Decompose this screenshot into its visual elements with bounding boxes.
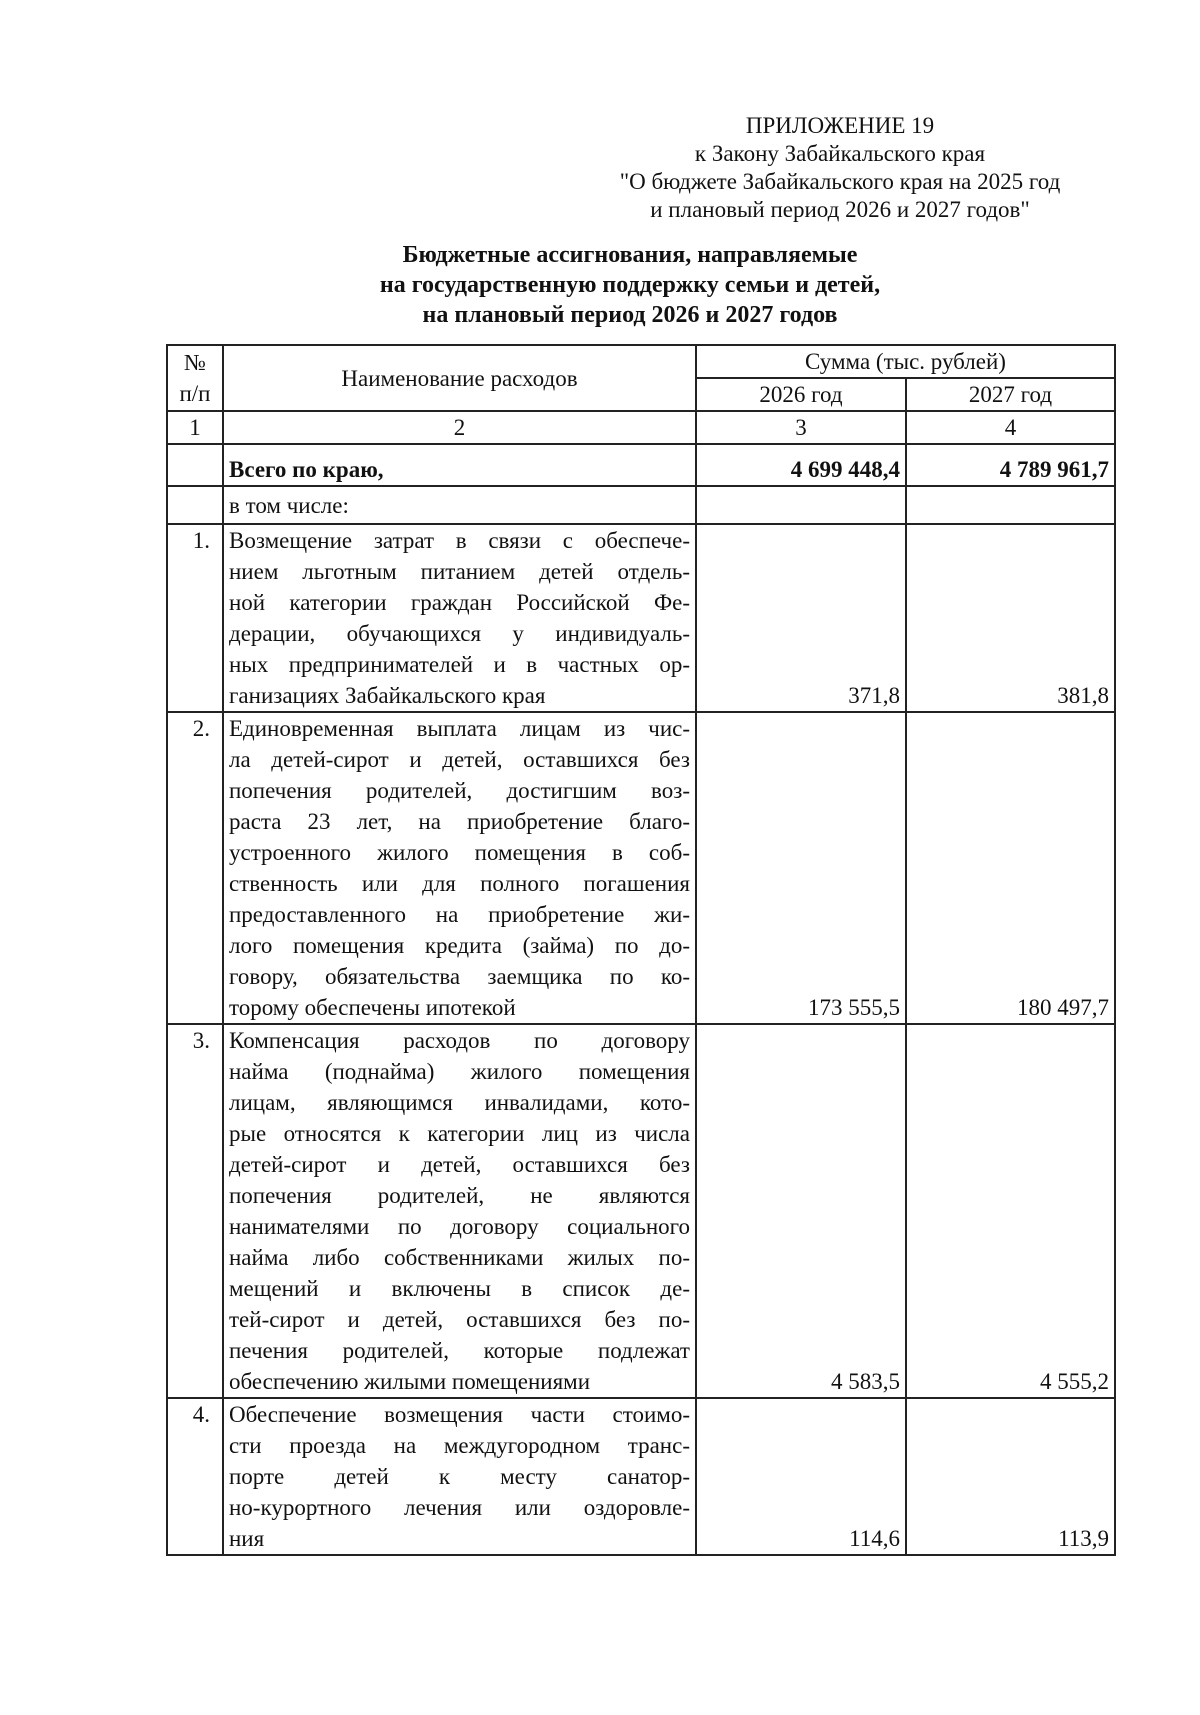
table-row	[167, 524, 1115, 712]
row-name	[223, 524, 696, 712]
row-value-2026: 173 555,5	[696, 712, 906, 1024]
row-line: найма (поднайма) жилого помещения	[229, 1059, 690, 1084]
title-line-3: на плановый период 2026 и 2027 годов	[422, 302, 838, 328]
row-value-2027: 180 497,7	[906, 712, 1115, 1024]
row-line: торому обеспечены ипотекой	[229, 995, 516, 1020]
appendix-line-1: к Закону Забайкальского края	[694, 141, 986, 166]
row-number: 4.	[167, 1398, 223, 1555]
row-line: предоставленного на приобретение жи-	[229, 902, 690, 927]
row-value-2027: 381,8	[906, 524, 1115, 712]
index-cell: 3	[696, 411, 906, 444]
row-number: 1.	[167, 524, 223, 712]
row-line: мещений и включены в список де-	[229, 1276, 690, 1301]
row-line: ных предпринимателей и в частных ор-	[229, 652, 690, 677]
including-label: в том числе:	[223, 486, 696, 524]
row-line: ла детей-сирот и детей, оставшихся без	[229, 747, 690, 772]
row-name	[223, 712, 696, 1024]
row-line: Обеспечение возмещения части стоимо-	[229, 1402, 690, 1427]
row-line: порте детей к месту санатор-	[229, 1464, 690, 1489]
row-value-2026: 114,6	[696, 1398, 906, 1555]
table-row	[167, 712, 1115, 1024]
row-line: но-курортного лечения или оздоровле-	[229, 1495, 690, 1520]
row-value-2027: 4 555,2	[906, 1024, 1115, 1398]
row-line: нием льготным питанием детей отдель-	[229, 559, 690, 584]
row-line: найма либо собственниками жилых по-	[229, 1245, 690, 1270]
row-line: ганизациях Забайкальского края	[229, 683, 546, 708]
including-empty-2027	[906, 486, 1115, 524]
row-line: ной категории граждан Российской Фе-	[229, 590, 690, 615]
including-empty-2026	[696, 486, 906, 524]
total-label: Всего по краю,	[223, 444, 696, 486]
row-line: раста 23 лет, на приобретение благо-	[229, 809, 690, 834]
row-line: нанимателями по договору социального	[229, 1214, 690, 1239]
index-cell: 1	[167, 411, 223, 444]
row-value-2026: 4 583,5	[696, 1024, 906, 1398]
row-line: дерации, обучающихся у индивидуаль-	[229, 621, 690, 646]
row-line: ственность или для полного погашения	[229, 871, 690, 896]
row-number: 2.	[167, 712, 223, 1024]
row-name	[223, 1398, 696, 1555]
table-row	[167, 1024, 1115, 1398]
title-line-2: на государственную поддержку семьи и детей,	[379, 272, 881, 298]
index-cell: 4	[906, 411, 1115, 444]
row-line: рые относятся к категории лиц из числа	[229, 1121, 690, 1146]
total-num-cell	[167, 444, 223, 486]
row-line: детей-сирот и детей, оставшихся без	[229, 1152, 690, 1177]
index-cell: 2	[223, 411, 696, 444]
col-2027-header: 2027 год	[906, 378, 1115, 411]
row-line: тей-сирот и детей, оставшихся без по-	[229, 1307, 690, 1332]
col-2026-header: 2026 год	[696, 378, 906, 411]
appendix-number: ПРИЛОЖЕНИЕ 19	[745, 113, 935, 138]
document-title	[300, 240, 960, 330]
including-row	[167, 486, 1115, 524]
appendix-header	[560, 112, 1120, 224]
row-line: попечения родителей, не являются	[229, 1183, 690, 1208]
table-row	[167, 1398, 1115, 1555]
row-line: сти проезда на междугородном транс-	[229, 1433, 690, 1458]
row-line: печения родителей, которые подлежат	[229, 1338, 690, 1363]
row-line: говору, обязательства заемщика по ко-	[229, 964, 690, 989]
col-sum-header: Сумма (тыс. рублей)	[696, 345, 1115, 378]
row-line: устроенного жилого помещения в соб-	[229, 840, 690, 865]
appendix-line-2: "О бюджете Забайкальского края на 2025 год	[619, 169, 1061, 194]
row-line: Единовременная выплата лицам из чис-	[229, 716, 690, 741]
index-row	[167, 411, 1115, 444]
row-line: лицам, являющимся инвалидами, кото-	[229, 1090, 690, 1115]
row-line: попечения родителей, достигшим воз-	[229, 778, 690, 803]
total-2027: 4 789 961,7	[906, 444, 1115, 486]
row-line: Компенсация расходов по договору	[229, 1028, 690, 1053]
row-line: обеспечению жилыми помещениями	[229, 1369, 591, 1394]
row-number: 3.	[167, 1024, 223, 1398]
row-value-2027: 113,9	[906, 1398, 1115, 1555]
row-value-2026: 371,8	[696, 524, 906, 712]
total-row	[167, 444, 1115, 486]
row-line: ния	[229, 1526, 265, 1551]
budget-table	[166, 344, 1116, 1556]
col-num-label: №	[184, 350, 206, 375]
row-line: Возмещение затрат в связи с обеспече-	[229, 528, 690, 553]
row-line: лого помещения кредита (займа) по до-	[229, 933, 690, 958]
header-row	[167, 345, 1115, 378]
appendix-line-3: и плановый период 2026 и 2027 годов"	[650, 197, 1030, 222]
row-name	[223, 1024, 696, 1398]
total-2026: 4 699 448,4	[696, 444, 906, 486]
col-num-header	[167, 345, 223, 411]
including-num-cell	[167, 486, 223, 524]
col-name-header: Наименование расходов	[223, 345, 696, 411]
title-line-1: Бюджетные ассигнования, направляемые	[402, 242, 858, 268]
col-num-label-2: п/п	[179, 381, 211, 406]
